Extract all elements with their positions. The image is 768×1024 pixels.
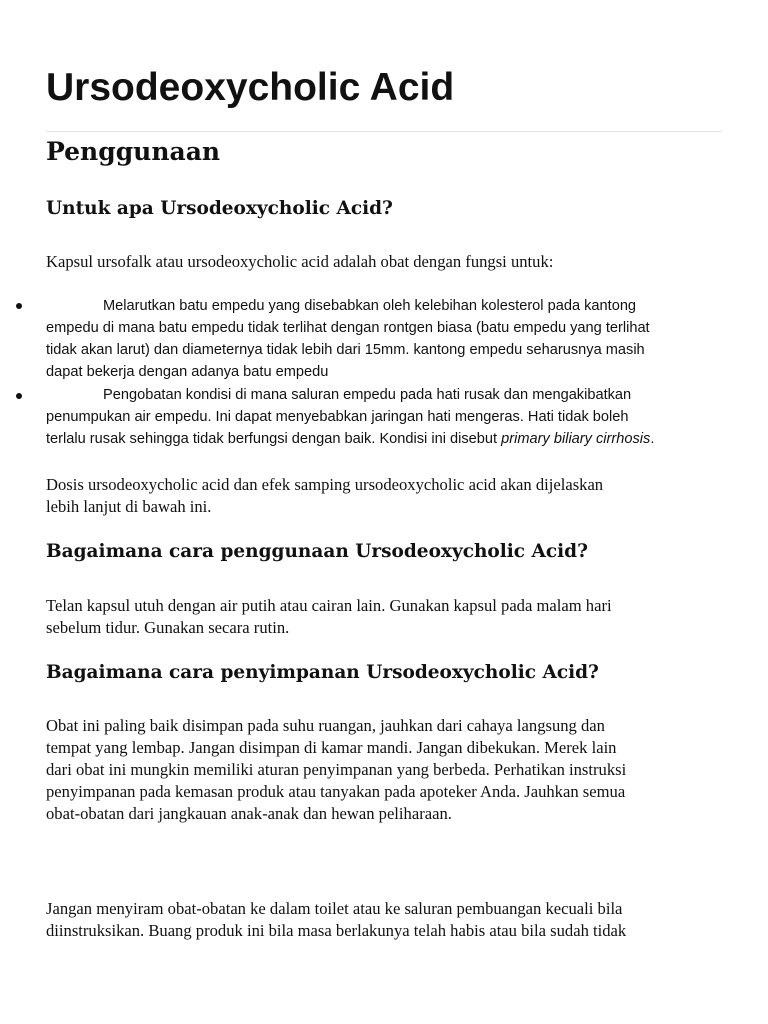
bullet-2-end: .: [650, 431, 655, 447]
paragraph-line: Telan kapsul utuh dengan air putih atau cairan lain. Gunakan kapsul pada malam hari: [46, 596, 612, 615]
bullet-1-line-1: Melarutkan batu empedu yang disebabkan oleh kelebihan kolesterol pada kantong: [103, 298, 637, 314]
bullet-1-line-2: empedu di mana batu empedu tidak terlihat dengan rontgen biasa (batu empedu yang terlihat: [46, 320, 650, 336]
title-divider: [46, 131, 722, 132]
usage-paragraph: [46, 595, 726, 639]
paragraph-line: tempat yang lembap. Jangan disimpan di kamar mandi. Jangan dibekukan. Merek lain: [46, 738, 617, 757]
bullet-2-line-2: penumpukan air empedu. Ini dapat menyebabkan jaringan hati mengeras. Hati tidak boleh: [46, 409, 629, 425]
paragraph-line: Dosis ursodeoxycholic acid dan efek samping ursodeoxycholic acid akan dijelaskan: [46, 475, 604, 494]
bullet-marker: [16, 393, 22, 399]
disposal-paragraph: [46, 898, 726, 942]
bullet-marker: [16, 303, 22, 309]
bullet-2-line-3: [46, 428, 654, 450]
bullet-2-last-text: terlalu rusak sehingga tidak berfungsi dengan baik. Kondisi ini disebut: [46, 431, 502, 447]
question-heading-storage: Bagaimana cara penyimpanan Ursodeoxycholic Acid?: [46, 662, 599, 683]
paragraph-line: obat-obatan dari jangkauan anak-anak dan hewan peliharaan.: [46, 804, 452, 823]
section-heading: Penggunaan: [46, 137, 221, 166]
italic-term: primary biliary cirrhosis: [501, 431, 651, 447]
question-heading-how-to-use: Bagaimana cara penggunaan Ursodeoxycholic Acid?: [46, 541, 588, 562]
dosage-paragraph: [46, 474, 726, 518]
paragraph-line: Obat ini paling baik disimpan pada suhu ruangan, jauhkan dari cahaya langsung dan: [46, 716, 605, 735]
intro-paragraph: [46, 251, 726, 273]
bullet-1-line-4: dapat bekerja dengan adanya batu empedu: [46, 364, 329, 380]
storage-paragraph: [46, 715, 726, 825]
paragraph-line: sebelum tidur. Gunakan secara rutin.: [46, 618, 290, 637]
paragraph-line: diinstruksikan. Buang produk ini bila masa berlakunya telah habis atau bila sudah tidak: [46, 921, 627, 940]
paragraph-line: dari obat ini mungkin memiliki aturan penyimpanan yang berbeda. Perhatikan instruksi: [46, 760, 627, 779]
paragraph-line: penyimpanan pada kemasan produk atau tanyakan pada apoteker Anda. Jauhkan semua: [46, 782, 626, 801]
page-title: Ursodeoxycholic Acid: [46, 66, 455, 109]
question-heading-usage: Untuk apa Ursodeoxycholic Acid?: [46, 198, 393, 219]
intro-text: Kapsul ursofalk atau ursodeoxycholic acid adalah obat dengan fungsi untuk:: [46, 252, 554, 271]
paragraph-line: Jangan menyiram obat-obatan ke dalam toilet atau ke saluran pembuangan kecuali bila: [46, 899, 623, 918]
bullet-1-line-3: tidak akan larut) dan diameternya tidak lebih dari 15mm. kantong empedu seharusnya masih: [46, 342, 645, 358]
bullet-2-line-1: Pengobatan kondisi di mana saluran empedu pada hati rusak dan mengakibatkan: [103, 387, 632, 403]
paragraph-line: lebih lanjut di bawah ini.: [46, 497, 212, 516]
